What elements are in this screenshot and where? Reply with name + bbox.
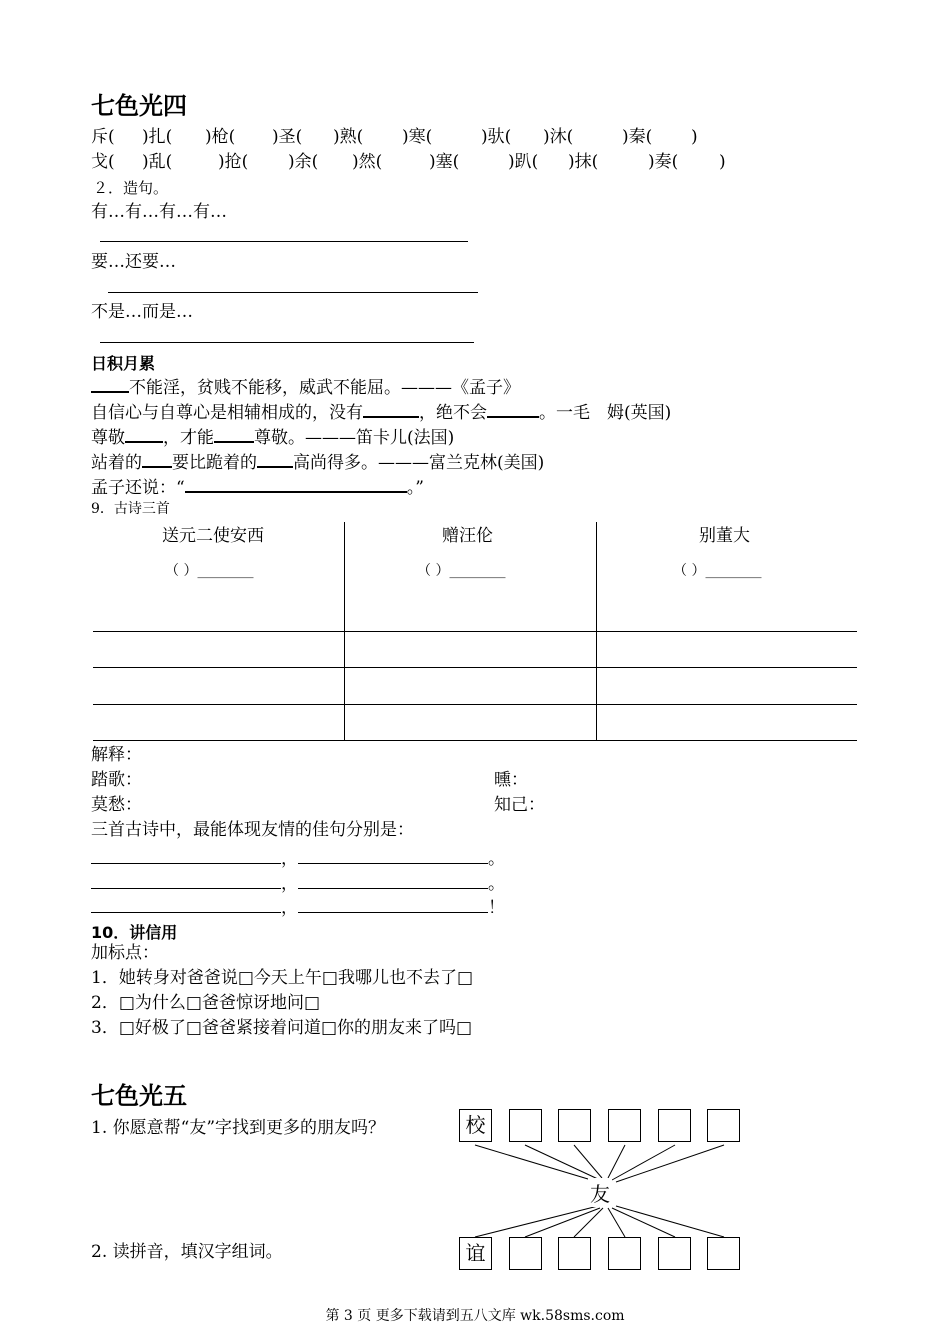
char-box-bottom: 谊 xyxy=(459,1237,492,1270)
fill-blank[interactable] xyxy=(298,847,488,864)
center-char-you: 友 xyxy=(588,1178,612,1207)
answer-line[interactable] xyxy=(100,241,468,242)
fill-blank[interactable] xyxy=(91,847,281,864)
char-item: )扎( xyxy=(142,127,173,147)
char-item: 戈( xyxy=(91,152,115,172)
sentence-prompt-2: 要…还要… xyxy=(91,252,176,272)
answer-line[interactable] xyxy=(108,292,478,293)
poem-name: 送元二使安西 xyxy=(162,526,264,546)
fill-blank[interactable] xyxy=(298,872,488,889)
char-item: ) xyxy=(691,127,698,147)
xinyong-title: 10．讲信用 xyxy=(91,923,178,942)
char-box-top[interactable] xyxy=(608,1109,641,1142)
char-item: )枪( xyxy=(205,127,236,147)
section5-title: 七色光五 xyxy=(91,1082,187,1110)
fill-blank[interactable] xyxy=(185,475,407,493)
char-item: 斥( xyxy=(91,127,115,147)
char-item: )圣( xyxy=(272,127,303,147)
char-item: )奏( xyxy=(648,152,679,172)
quote-4: 站着的 要比跪着的 高尚得多。———富兰克林(美国) xyxy=(91,450,544,473)
char-box-top[interactable] xyxy=(707,1109,740,1142)
char-item: )寒( xyxy=(402,127,433,147)
best-lines-prompt: 三首古诗中，最能体现友情的佳句分别是： xyxy=(91,820,414,840)
char-item: )然( xyxy=(352,152,383,172)
char-box-bottom[interactable] xyxy=(509,1237,542,1270)
explain-item: 踏歌： xyxy=(91,770,142,790)
char-item: )余( xyxy=(288,152,319,172)
sentence-prompt-1: 有…有…有…有… xyxy=(91,202,227,222)
sentence-prompt-3: 不是…而是… xyxy=(91,302,193,322)
poems-title: 9．古诗三首 xyxy=(91,501,170,517)
punct-label: 加标点： xyxy=(91,943,159,963)
rijiyuelei-title: 日积月累 xyxy=(91,354,156,373)
poem-blank[interactable]: （ ）________ xyxy=(417,563,506,579)
fill-blank[interactable] xyxy=(298,896,488,913)
section5-q2: 2. 读拼音，填汉字组词。 xyxy=(91,1242,283,1262)
answer-line[interactable] xyxy=(100,342,474,343)
punct-item: 3．□好极了□爸爸紧接着问道□你的朋友来了吗□ xyxy=(91,1018,473,1038)
quote-1: 不能淫，贫贱不能移，威武不能屈。———《孟子》 xyxy=(91,375,520,398)
fill-blank[interactable] xyxy=(142,450,172,468)
q2-label: ２．造句。 xyxy=(93,179,169,197)
poem-name: 赠汪伦 xyxy=(442,526,493,546)
poem-blank[interactable]: （ ）________ xyxy=(165,563,254,579)
char-item: )秦( xyxy=(622,127,653,147)
char-item: )抹( xyxy=(568,152,599,172)
page-footer: 第 3 页 更多下载请到五八文库 wk.58sms.com xyxy=(325,1308,625,1324)
poem-name: 别董大 xyxy=(699,526,750,546)
char-item: )熟( xyxy=(333,127,364,147)
char-item: )趴( xyxy=(508,152,539,172)
section5-q1: 1. 你愿意帮“友”字找到更多的朋友吗？ xyxy=(91,1118,386,1138)
quote-5: 孟子还说：“ 。” xyxy=(91,475,424,498)
explain-item: 莫愁： xyxy=(91,795,142,815)
char-box-top[interactable] xyxy=(658,1109,691,1142)
char-box-top[interactable] xyxy=(509,1109,542,1142)
char-box-top[interactable] xyxy=(558,1109,591,1142)
quote-2: 自信心与自尊心是相辅相成的，没有 ，绝不会 。一毛 姆(英国) xyxy=(91,400,671,423)
char-box-bottom[interactable] xyxy=(658,1237,691,1270)
fill-blank[interactable] xyxy=(91,375,129,393)
char-item: )乱( xyxy=(142,152,173,172)
quote-3: 尊敬 ，才能 尊敬。———笛卡儿(法国) xyxy=(91,425,454,448)
best-line-row: ， 。 xyxy=(91,847,505,869)
char-item: )驮( xyxy=(481,127,512,147)
explain-item: 曛： xyxy=(494,770,528,790)
fill-blank[interactable] xyxy=(91,896,281,913)
char-box-bottom[interactable] xyxy=(608,1237,641,1270)
fill-blank[interactable] xyxy=(257,450,293,468)
punct-item: 2．□为什么□爸爸惊讶地问□ xyxy=(91,993,321,1013)
explain-item: 知己： xyxy=(494,795,545,815)
best-line-row: ， 。 xyxy=(91,872,505,894)
fill-blank[interactable] xyxy=(125,425,163,443)
fill-blank[interactable] xyxy=(91,872,281,889)
char-item: ) xyxy=(719,152,726,172)
char-item: )抢( xyxy=(218,152,249,172)
fill-blank[interactable] xyxy=(363,400,419,418)
fill-blank[interactable] xyxy=(487,400,539,418)
char-item: )塞( xyxy=(429,152,460,172)
char-box-bottom[interactable] xyxy=(707,1237,740,1270)
best-line-row: ， ！ xyxy=(91,896,505,918)
fill-blank[interactable] xyxy=(214,425,254,443)
char-item: )沐( xyxy=(543,127,574,147)
char-box-top: 校 xyxy=(459,1109,492,1142)
explain-label: 解释： xyxy=(91,745,142,765)
section4-title: 七色光四 xyxy=(91,92,187,120)
punct-item: 1．她转身对爸爸说□今天上午□我哪儿也不去了□ xyxy=(91,968,474,988)
char-box-bottom[interactable] xyxy=(558,1237,591,1270)
poem-blank[interactable]: （ ）________ xyxy=(673,563,762,579)
